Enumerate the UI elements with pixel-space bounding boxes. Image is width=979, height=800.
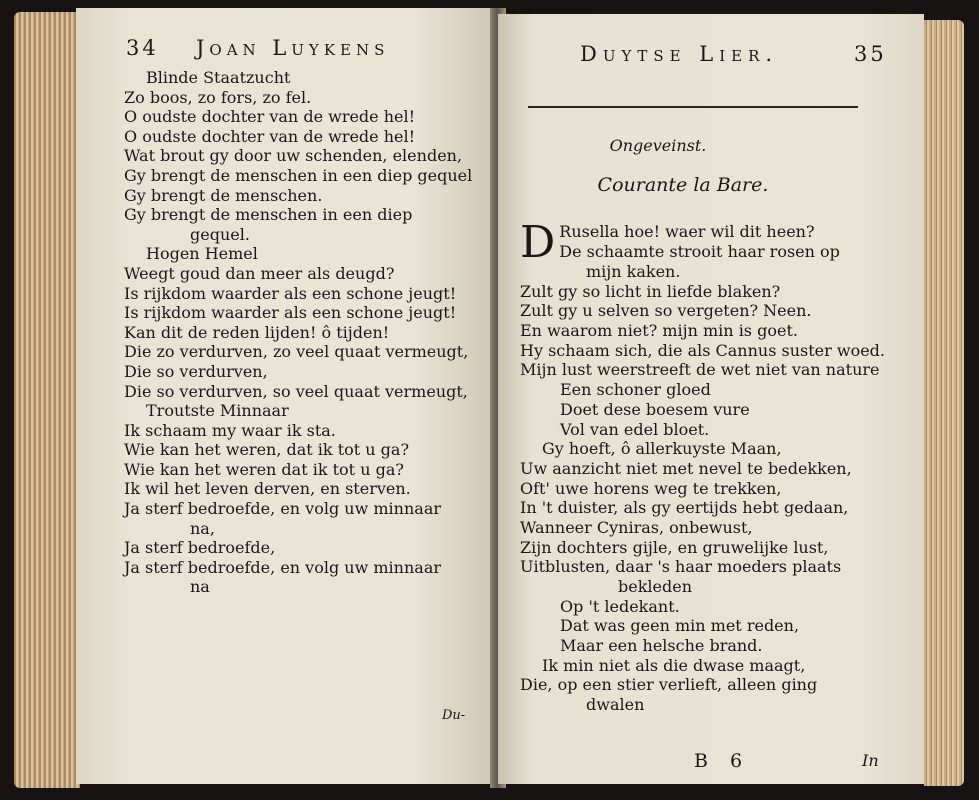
- text-line: Hogen Hemel: [146, 244, 258, 264]
- section-title: Courante la Bare.: [597, 174, 769, 196]
- page-edges-left: [14, 12, 80, 788]
- text-line: na,: [190, 518, 215, 538]
- text-line: Dat was geen min met reden,: [560, 616, 800, 636]
- text-line: Gy hoeft, ô allerkuyste Maan,: [542, 439, 782, 459]
- catchword-right: In: [862, 751, 879, 770]
- section-label: Ongeveinst.: [609, 136, 707, 155]
- text-line: Gy brengt de menschen.: [124, 185, 323, 205]
- running-head-left: Joan Luykens: [196, 36, 390, 60]
- text-line: Zult gy u selven so vergeten? Neen.: [520, 301, 812, 321]
- right-text-block: [520, 217, 916, 715]
- text-line: Ik min niet als die dwase maagt,: [542, 655, 806, 675]
- running-head-right: Duytse Lier.: [580, 42, 779, 66]
- text-line: Weegt goud dan meer als deugd?: [124, 263, 395, 283]
- text-line: Wie kan het weren, dat ik tot u ga?: [124, 440, 410, 460]
- text-line: In 't duister, als gy eertijds hebt gedaan,: [520, 498, 849, 518]
- text-line: Vol van edel bloet.: [560, 419, 710, 439]
- text-line: Op 't ledekant.: [560, 596, 680, 616]
- right-text-lines: [520, 262, 916, 715]
- page-number-right: 35: [854, 42, 887, 66]
- text-line: Maar een helsche brand.: [560, 636, 763, 656]
- text-line: Is rijkdom waarder als een schone jeugt!: [124, 303, 457, 323]
- left-text-block: [124, 68, 496, 597]
- text-line: Ik wil het leven derven, en sterven.: [124, 479, 411, 499]
- text-line: Ja sterf bedroefde, en volg uw minnaar: [124, 499, 441, 519]
- catchword-left: Du-: [442, 708, 466, 723]
- text-line: Uitblusten, daar 's haar moeders plaats: [520, 557, 842, 577]
- text-line: Ja sterf bedroefde,: [124, 538, 276, 558]
- text-line: Zijn dochters gijle, en gruwelijke lust,: [520, 537, 829, 557]
- text-line: gequel.: [190, 224, 250, 244]
- text-line: Mijn lust weerstreeft de wet niet van nature: [520, 360, 880, 380]
- text-line: Zo boos, zo fors, zo fel.: [124, 87, 312, 107]
- text-line: Uw aanzicht niet met nevel te bedekken,: [520, 458, 852, 478]
- header-rule: [528, 106, 858, 108]
- right-page: [498, 14, 924, 784]
- left-page: [76, 8, 496, 784]
- text-line: Ja sterf bedroefde, en volg uw minnaar: [124, 557, 441, 577]
- text-line: Die, op een stier verlieft, alleen ging: [520, 675, 818, 695]
- text-line: Die zo verdurven, zo veel quaat vermeugt,: [124, 342, 469, 362]
- text-line: na: [190, 577, 210, 597]
- text-line: Ik schaam my waar ik sta.: [124, 420, 336, 440]
- drop-cap: D: [520, 217, 556, 268]
- text-line: Wie kan het weren dat ik tot u ga?: [124, 459, 404, 479]
- text-line: O oudste dochter van de wrede hel!: [124, 107, 416, 127]
- text-line: Gy brengt de menschen in een diep: [124, 205, 413, 225]
- opening-stanza: [520, 217, 916, 268]
- right-page-header: [498, 42, 924, 68]
- text-line: bekleden: [618, 577, 693, 596]
- text-line: O oudste dochter van de wrede hel!: [124, 126, 416, 146]
- text-line: Een schoner gloed: [560, 380, 711, 400]
- signature-mark: B 6: [694, 750, 751, 772]
- text-line: Blinde Staatzucht: [146, 68, 291, 87]
- page-number-left: 34: [126, 36, 159, 60]
- page-edges-right: [924, 20, 964, 786]
- text-line: Troutste Minnaar: [146, 401, 289, 421]
- text-line: dwalen: [586, 695, 645, 715]
- text-line: Wanneer Cyniras, onbewust,: [520, 517, 753, 537]
- text-line: En waarom niet? mijn min is goet.: [520, 321, 798, 341]
- text-line: Die so verdurven, so veel quaat vermeugt,: [124, 381, 468, 401]
- text-line: Rusella hoe! waer wil dit heen?: [559, 222, 815, 241]
- text-line: Oft' uwe horens weg te trekken,: [520, 478, 782, 498]
- text-line: Is rijkdom waarder als een schone jeugt!: [124, 283, 457, 303]
- text-line: Wat brout gy door uw schenden, elenden,: [124, 146, 463, 166]
- text-line: Hy schaam sich, die als Cannus suster woed.: [520, 340, 885, 360]
- open-book: [14, 8, 964, 792]
- text-line: Zult gy so licht in liefde blaken?: [520, 281, 781, 301]
- text-line: Kan dit de reden lijden! ô tijden!: [124, 322, 390, 342]
- text-line: De schaamte strooit haar rosen op: [559, 241, 840, 261]
- text-line: mijn kaken.: [586, 262, 681, 281]
- left-page-header: [76, 36, 496, 62]
- text-line: Die so verdurven,: [124, 361, 268, 381]
- text-line: Doet dese boesem vure: [560, 399, 750, 419]
- text-line: Gy brengt de menschen in een diep gequel: [124, 165, 473, 185]
